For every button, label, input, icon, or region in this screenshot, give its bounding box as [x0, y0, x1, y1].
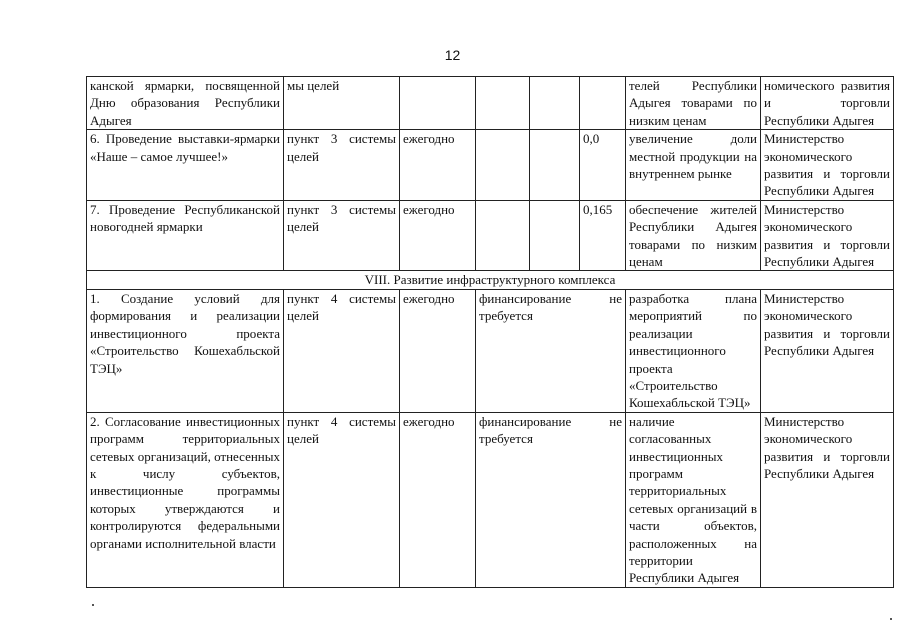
- event-cell: 6. Проведение выставки-ярмарки «Наше – самое лучшее!»: [87, 130, 284, 201]
- event-cell: 1. Создание условий для формирования и реализации инвестиционного проекта «Строительство Кошехабльской ТЭЦ»: [87, 289, 284, 412]
- table-row: [87, 200, 894, 271]
- cost-cell: [530, 200, 580, 271]
- period-cell: ежегодно: [400, 412, 476, 587]
- executor-cell: Министерство экономического развития и торговли Республики Адыгея: [761, 130, 894, 201]
- scan-speck: [92, 604, 94, 606]
- activities-table: [86, 76, 894, 588]
- period-cell: [400, 77, 476, 130]
- scan-speck: [890, 618, 892, 620]
- table-row: [87, 289, 894, 412]
- basis-cell: пункт 4 системы целей: [284, 289, 400, 412]
- executor-cell: Министерство экономического развития и торговли Республики Адыгея: [761, 200, 894, 271]
- cost-cell: 0,0: [580, 130, 626, 201]
- executor-cell: Министерство экономического развития и торговли Республики Адыгея: [761, 289, 894, 412]
- result-cell: наличие согласованных инвестиционных программ территориальных сетевых организаций в части объектов, расположенных на территории Республики Адыгея: [626, 412, 761, 587]
- executor-cell: номического развития и торговли Республики Адыгея: [761, 77, 894, 130]
- cost-cell: [476, 130, 530, 201]
- financing-cell: финансирование не требуется: [476, 289, 626, 412]
- basis-cell: пункт 3 системы целей: [284, 130, 400, 201]
- basis-cell: пункт 4 системы целей: [284, 412, 400, 587]
- cost-cell: [476, 77, 530, 130]
- event-cell: канской ярмарки, посвященной Дню образования Республики Адыгея: [87, 77, 284, 130]
- result-cell: телей Республики Адыгея товарами по низким ценам: [626, 77, 761, 130]
- section-title: VIII. Развитие инфраструктурного комплекса: [87, 271, 894, 289]
- cost-cell: [476, 200, 530, 271]
- table-row: [87, 412, 894, 587]
- event-cell: 2. Согласование инвестиционных программ территориальных сетевых организаций, отнесенных к числу субъектов, инвестиционные программы которых утверждаются и контролируются федеральными органами исполнительной власти: [87, 412, 284, 587]
- table-row: [87, 130, 894, 201]
- page-number: 12: [444, 47, 461, 63]
- basis-cell: пункт 3 системы целей: [284, 200, 400, 271]
- cost-cell: [530, 77, 580, 130]
- event-cell: 7. Проведение Республиканской новогодней ярмарки: [87, 200, 284, 271]
- cost-cell: 0,165: [580, 200, 626, 271]
- period-cell: ежегодно: [400, 130, 476, 201]
- cost-cell: [580, 77, 626, 130]
- period-cell: ежегодно: [400, 200, 476, 271]
- section-row: [87, 271, 894, 289]
- cost-cell: [530, 130, 580, 201]
- result-cell: обеспечение жителей Республики Адыгея товарами по низким ценам: [626, 200, 761, 271]
- executor-cell: Министерство экономического развития и торговли Республики Адыгея: [761, 412, 894, 587]
- result-cell: разработка плана мероприятий по реализации инвестиционного проекта «Строительство Кошехабльской ТЭЦ»: [626, 289, 761, 412]
- basis-cell: мы целей: [284, 77, 400, 130]
- table-row: [87, 77, 894, 130]
- result-cell: увеличение доли местной продукции на внутреннем рынке: [626, 130, 761, 201]
- financing-cell: финансирование не требуется: [476, 412, 626, 587]
- period-cell: ежегодно: [400, 289, 476, 412]
